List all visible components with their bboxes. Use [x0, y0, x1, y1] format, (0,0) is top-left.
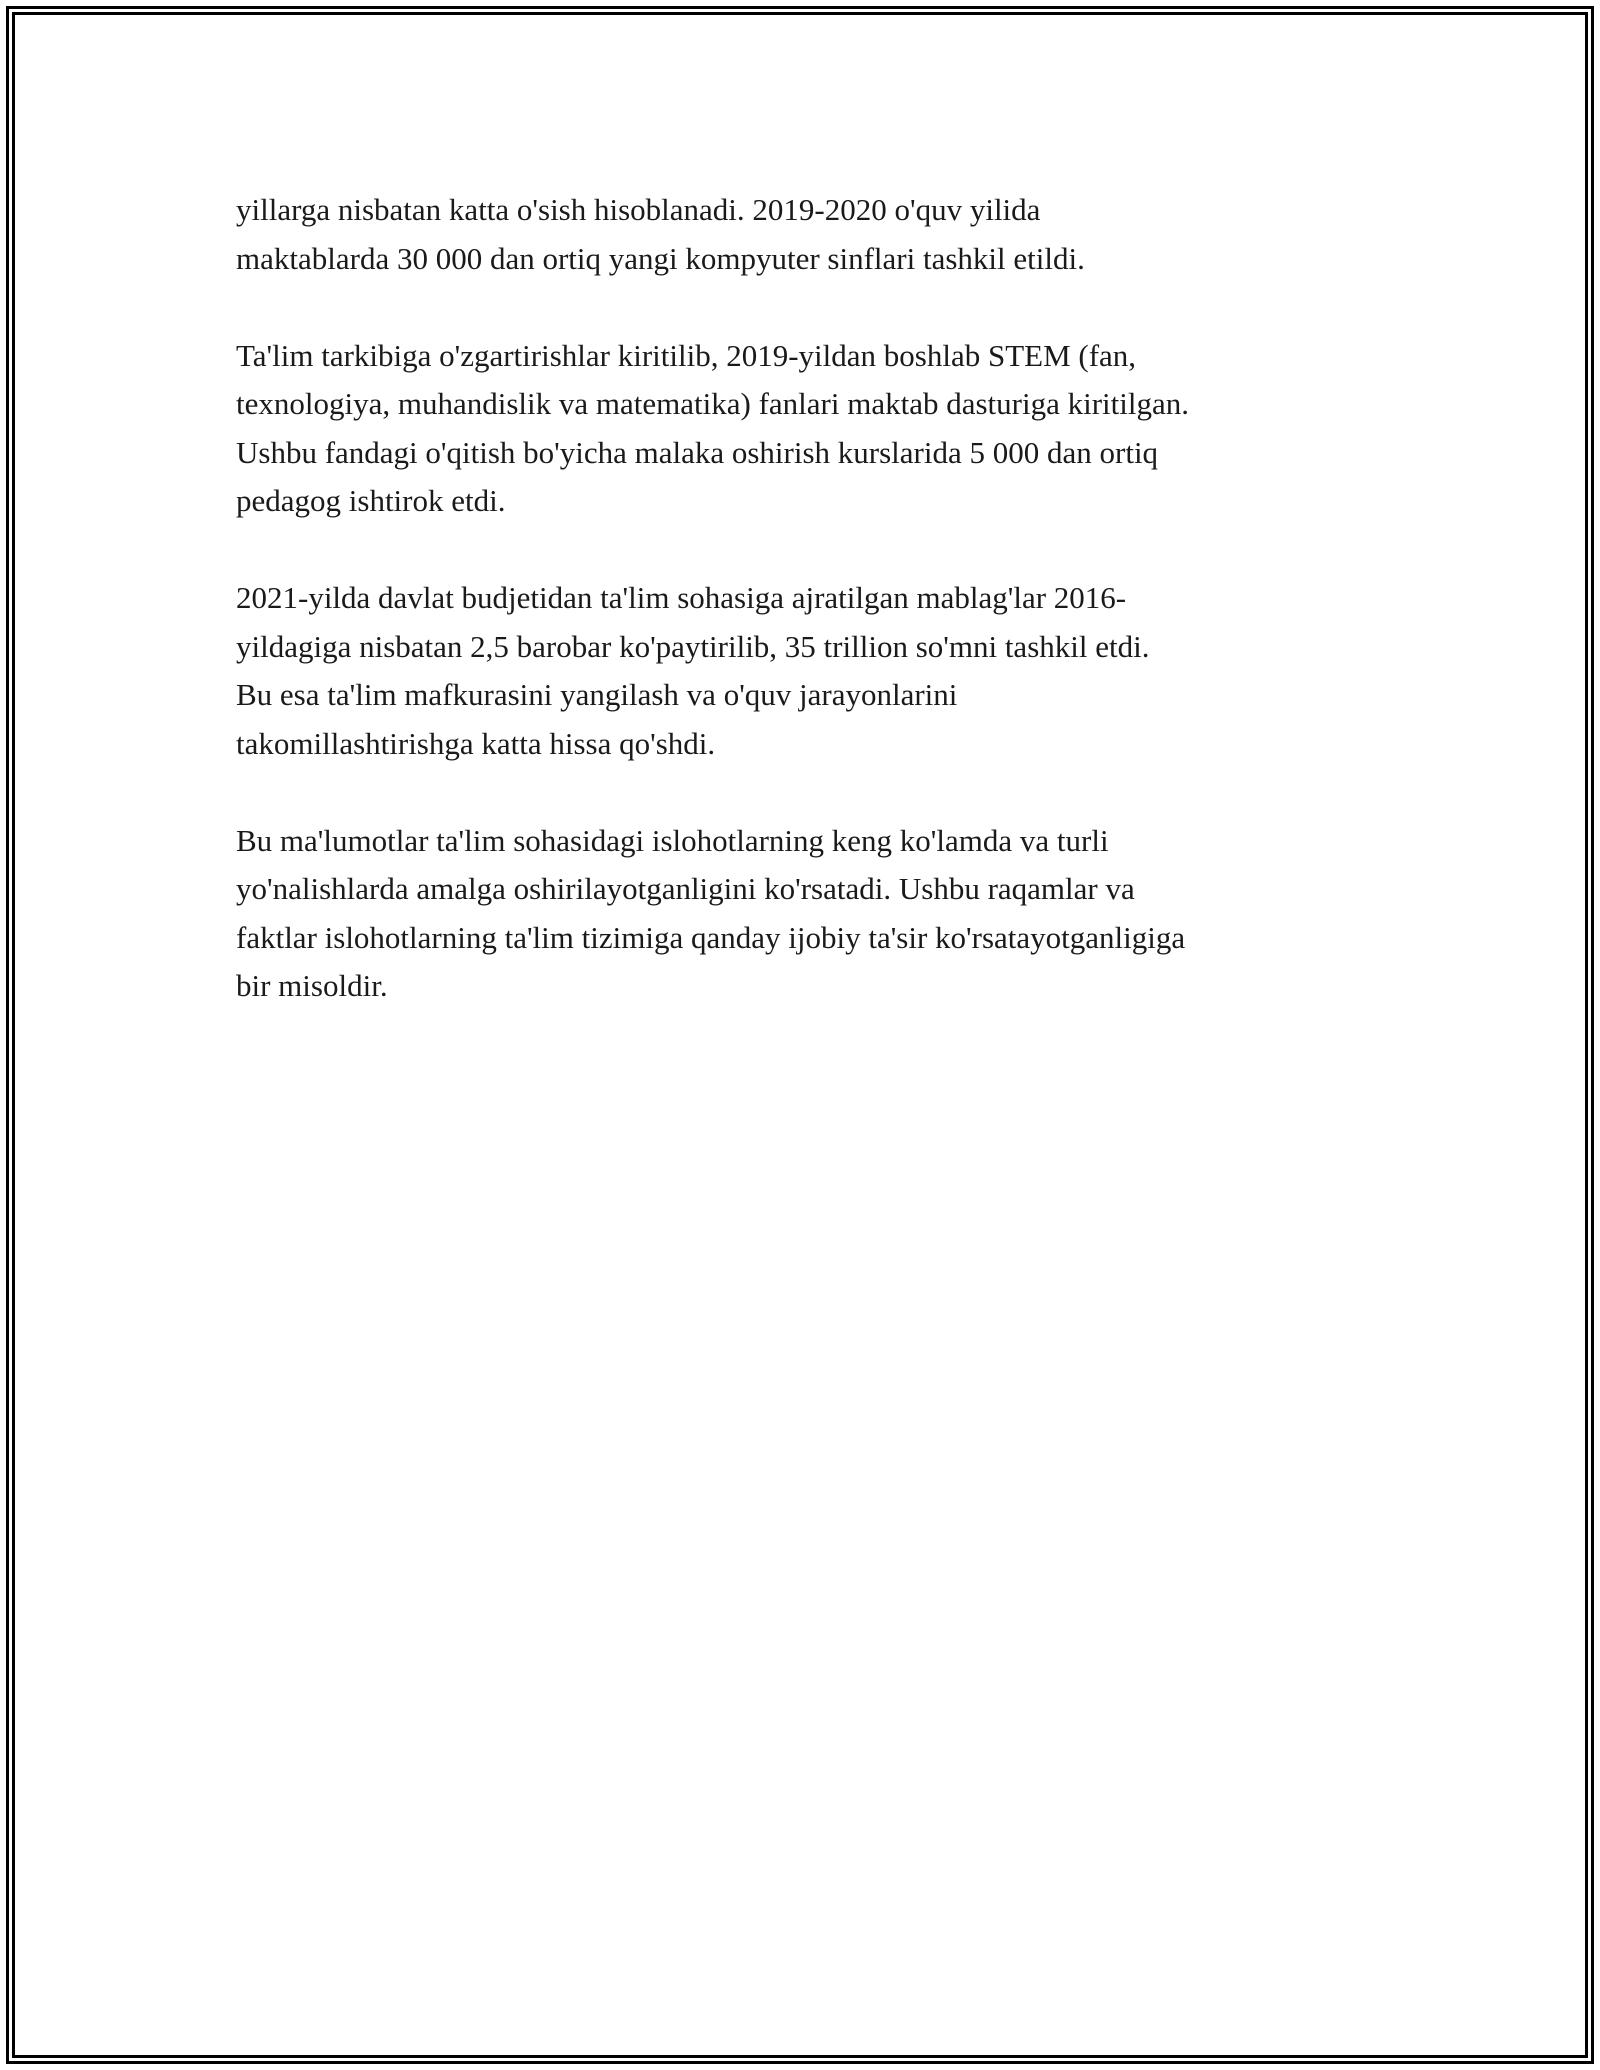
paragraph — [236, 817, 1396, 1011]
document-body — [236, 186, 1396, 1059]
paragraph — [236, 574, 1396, 768]
text-line: Bu ma'lumotlar ta'lim sohasidagi islohotlarning keng ko'lamda va turli — [236, 822, 1109, 858]
text-line: Ta'lim tarkibiga o'zgartirishlar kiritilib, 2019-yildan boshlab STEM (fan, — [236, 337, 1137, 373]
text-line: bir misoldir. — [236, 968, 388, 1003]
text-line: texnologiya, muhandislik va matematika) fanlari maktab dasturiga kiritilgan. — [236, 386, 1189, 421]
text-line: yildagiga nisbatan 2,5 barobar ko'paytirilib, 35 trillion so'mni tashkil etdi. — [236, 628, 1150, 664]
text-line: pedagog ishtirok etdi. — [236, 483, 506, 518]
text-line: Bu esa ta'lim mafkurasini yangilash va o'quv jarayonlarini — [236, 677, 958, 712]
text-line: maktablarda 30 000 dan ortiq yangi kompyuter sinflari tashkil etildi. — [236, 240, 1085, 276]
paragraph — [236, 186, 1396, 283]
text-line: Ushbu fandagi o'qitish bo'yicha malaka oshirish kurslarida 5 000 dan ortiq — [236, 434, 1159, 470]
text-line: 2021-yilda davlat budjetidan ta'lim sohasiga ajratilgan mablag'lar 2016- — [236, 580, 1127, 615]
text-line: takomillashtirishga katta hissa qo'shdi. — [236, 725, 716, 761]
text-line: yo'nalishlarda amalga oshirilayotganligini ko'rsatadi. Ushbu raqamlar va — [236, 871, 1135, 906]
paragraph — [236, 332, 1396, 526]
text-line: yillarga nisbatan katta o'sish hisoblanadi. 2019-2020 o'quv yilida — [236, 192, 1041, 227]
text-line: faktlar islohotlarning ta'lim tizimiga qanday ijobiy ta'sir ko'rsatayotganligiga — [236, 919, 1186, 955]
